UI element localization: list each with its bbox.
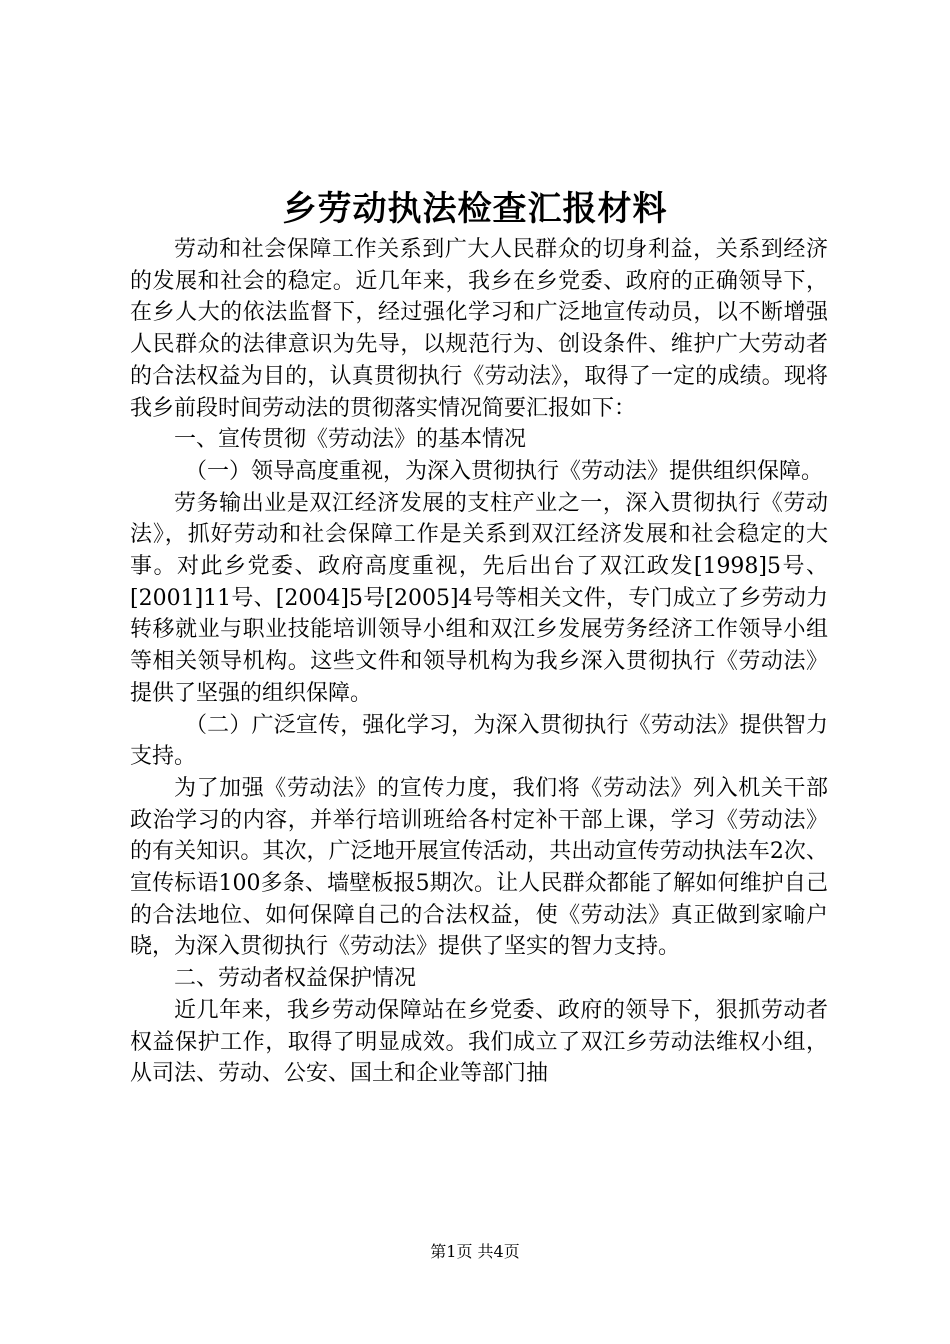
section-1-sub-2-paragraph: 为了加强《劳动法》的宣传力度，我们将《劳动法》列入机关干部政治学习的内容，并举行培训班给各村定补干部上课，学习《劳动法》的有关知识。其次，广泛地开展宣传活动，共出动宣传劳动执法车2次、宣传标语100多条、墙壁板报5期次。让人民群众都能了解如何维护自己的合法地位、如何保障自己的合法权益，使《劳动法》真正做到家喻户晓，为深入贯彻执行《劳动法》提供了坚实的智力支持。 xyxy=(130,775,828,960)
section-1-sub-2-heading: （二）广泛宣传，强化学习，为深入贯彻执行《劳动法》提供智力支持。 xyxy=(130,712,828,770)
section-2-paragraph: 近几年来，我乡劳动保障站在乡党委、政府的领导下，狠抓劳动者权益保护工作，取得了明显成效。我们成立了双江乡劳动法维权小组，从司法、劳动、公安、国土和企业等部门抽 xyxy=(130,997,828,1087)
section-1-heading: 一、宣传贯彻《劳动法》的基本情况 xyxy=(174,427,527,453)
section-1-sub-1-paragraph: 劳务输出业是双江经济发展的支柱产业之一，深入贯彻执行《劳动法》，抓好劳动和社会保障工作是关系到双江经济发展和社会稳定的大事。对此乡党委、政府高度重视，先后出台了双江政发[1998]5号、[2001]11号、[2004]5号[2005]4号等相关文件，专门成立了乡劳动力转移就业与职业技能培训领导小组和双江乡发展劳务经济工作领导小组等相关领导机构。这些文件和领导机构为我乡深入贯彻执行《劳动法》提供了坚强的组织保障。 xyxy=(130,490,828,706)
section-1-sub-1-heading: （一）领导高度重视，为深入贯彻执行《劳动法》提供组织保障。 xyxy=(185,458,824,484)
intro-paragraph: 劳动和社会保障工作关系到广大人民群众的切身利益，关系到经济的发展和社会的稳定。近几年来，我乡在乡党委、政府的正确领导下，在乡人大的依法监督下，经过强化学习和广泛地宣传动员，以不断增强人民群众的法律意识为先导，以规范行为、创设条件、维护广大劳动者的合法权益为目的，认真贯彻执行《劳动法》，取得了一定的成绩。现将我乡前段时间劳动法的贯彻落实情况简要汇报如下： xyxy=(130,237,828,421)
page-number-footer: 第1页 共4页 xyxy=(430,1242,520,1261)
document-body xyxy=(130,234,828,1090)
document-title: 乡劳动执法检查汇报材料 xyxy=(282,189,668,229)
section-2-heading: 二、劳动者权益保护情况 xyxy=(174,966,417,992)
